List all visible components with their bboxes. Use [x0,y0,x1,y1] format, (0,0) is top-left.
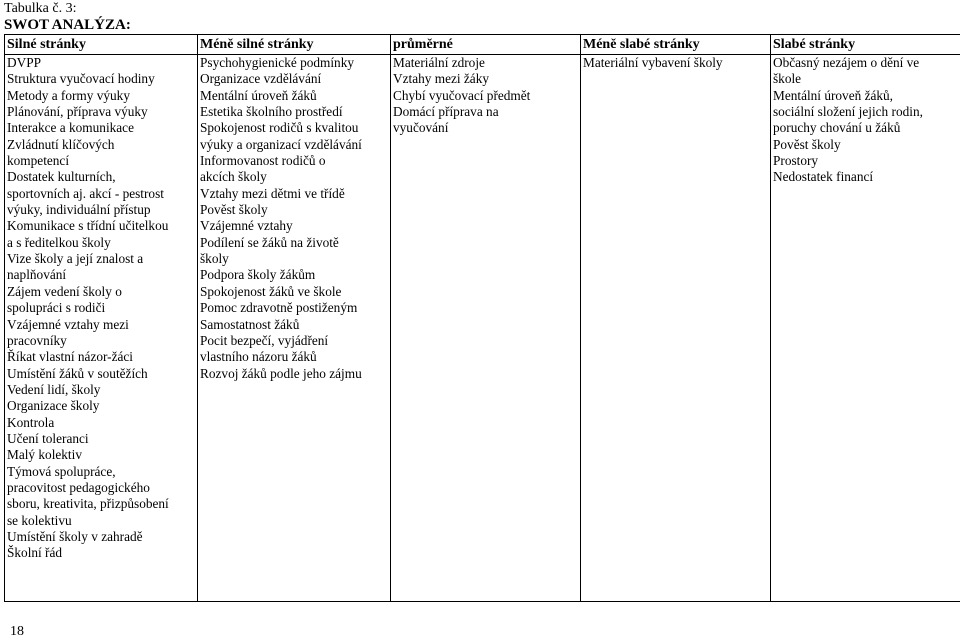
list-item: Malý kolektiv [7,447,82,463]
list-item: Psychohygienické podmínky [200,55,355,70]
header-weaknesses: Slabé stránky [771,35,960,55]
list-item: Domácí příprava na [393,104,499,120]
list-item: Chybí vyučovací předmět [393,87,531,103]
list-item: Pověst školy [200,202,268,218]
list-item: Občasný nezájem o dění ve [773,55,920,70]
less-strong-cell [198,55,391,602]
list-item: Mentální úroveň žáků, [773,87,894,103]
header-less-strong: Méně silné stránky [198,35,391,55]
list-item: Vzájemné vztahy [200,218,293,234]
list-item: sboru, kreativita, přizpůsobení [7,496,169,512]
list-item: výuky a organizací vzdělávání [200,136,362,152]
list-item: Učení toleranci [7,430,89,446]
header-less-weak: Méně slabé stránky [581,35,771,55]
list-item: Plánování, příprava výuky [7,104,148,120]
list-item: Zájem vedení školy o [7,283,122,299]
list-item: Metody a formy výuky [7,87,130,103]
list-item: vyučování [393,120,449,136]
list-item: Struktura vyučovací hodiny [7,71,155,87]
list-item: Školní řád [7,545,63,561]
list-item: Vize školy a její znalost a [7,251,144,267]
list-item: Říkat vlastní názor-žáci [7,349,134,365]
list-item: Podílení se žáků na životě [200,234,339,250]
list-item: Komunikace s třídní učitelkou [7,218,169,234]
list-item: škole [773,71,802,87]
list-item: naplňování [7,267,67,283]
swot-table [4,34,960,602]
document-heading: SWOT ANALÝZA: [4,17,131,33]
list-item: Informovanost rodičů o [200,153,326,169]
list-item: Prostory [773,153,819,169]
list-item: Samostatnost žáků [200,316,300,332]
list-item: Spokojenost rodičů s kvalitou [200,120,359,136]
list-item: Mentální úroveň žáků [200,87,317,103]
list-item: Zvládnutí klíčových [7,136,115,152]
list-item: Umístění žáků v soutěžích [7,365,148,381]
list-item: se kolektivu [7,512,72,528]
header-average: průměrné [391,35,581,55]
table-header-row [5,35,960,55]
list-item: vlastního názoru žáků [200,349,317,365]
list-item: Dostatek kulturních, [7,169,116,185]
list-item: akcích školy [200,169,267,185]
list-item: výuky, individuální přístup [7,202,151,218]
strengths-cell [5,55,198,602]
list-item: sportovních aj. akcí - pestrost [7,185,164,201]
list-item: Pověst školy [773,136,841,152]
list-item: Spokojenost žáků ve škole [200,283,342,299]
weaknesses-cell [771,55,960,602]
list-item: poruchy chování u žáků [773,120,901,136]
list-item: školy [200,251,229,267]
list-item: Interakce a komunikace [7,120,134,136]
table-caption: Tabulka č. 3: [4,1,77,16]
list-item: Organizace vzdělávání [200,71,322,87]
list-item: DVPP [7,55,41,70]
list-item: Organizace školy [7,398,100,414]
list-item: sociální složení jejich rodin, [773,104,923,120]
list-item: Vztahy mezi dětmi ve třídě [200,185,345,201]
list-item: Vzájemné vztahy mezi [7,316,129,332]
page-number: 18 [10,624,24,639]
header-strengths: Silné stránky [5,35,198,55]
list-item: Rozvoj žáků podle jeho zájmu [200,365,362,381]
list-item: Materiální vybavení školy [583,55,723,70]
list-item: Týmová spolupráce, [7,463,116,479]
list-item: pracovníky [7,332,67,348]
list-item: Nedostatek financí [773,169,874,185]
average-cell [391,55,581,602]
list-item: Vedení lidí, školy [7,381,101,397]
list-item: Podpora školy žákům [200,267,316,283]
list-item: Kontrola [7,414,55,430]
list-item: pracovitost pedagogického [7,479,150,495]
list-item: spolupráci s rodiči [7,300,106,316]
less-weak-cell [581,55,771,602]
list-item: Pomoc zdravotně postiženým [200,300,358,316]
table-row [5,55,960,602]
list-item: Pocit bezpečí, vyjádření [200,332,329,348]
list-item: Estetika školního prostředí [200,104,343,120]
list-item: Umístění školy v zahradě [7,528,143,544]
list-item: Materiální zdroje [393,55,485,70]
list-item: a s ředitelkou školy [7,234,111,250]
list-item: Vztahy mezi žáky [393,71,489,87]
list-item: kompetencí [7,153,70,169]
